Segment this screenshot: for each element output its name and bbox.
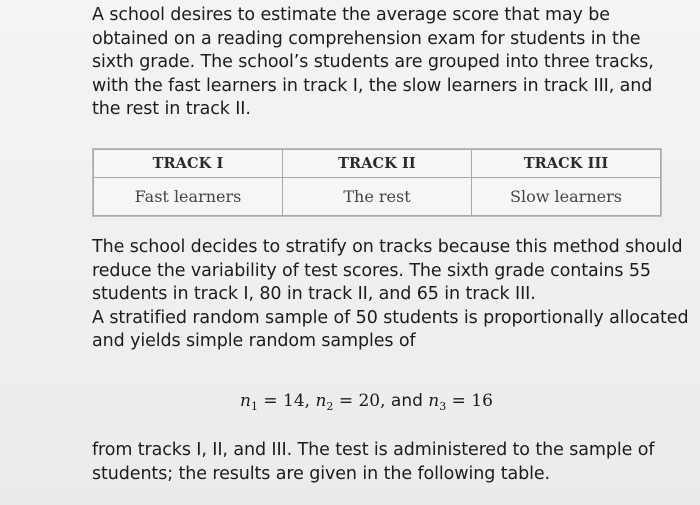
track-1-description: Fast learners [94, 178, 283, 216]
tracks-table [93, 149, 661, 216]
header-track-2: TRACK II [283, 150, 472, 178]
closing-paragraph: from tracks I, II, and III. The test is administered to the sample of students; the results are given in the following table. [92, 440, 655, 484]
n2-variable: n [315, 391, 327, 411]
formula-conjunction: and [390, 391, 423, 411]
n1-variable: n [240, 391, 251, 411]
n3-variable: n [428, 391, 440, 411]
stratify-paragraph: The school decides to stratify on tracks because this method should reduce the variability of test scores. The sixth grade contains 55 students in track I, 80 in track II, and 65 in track III. [92, 237, 683, 304]
tracks-description-row [94, 178, 661, 216]
tracks-header-row [94, 150, 661, 178]
track-3-description: Slow learners [472, 178, 661, 216]
n3-subscript: 3 [439, 400, 447, 413]
n3-value: = 16 [451, 391, 493, 411]
sample-size-formula [240, 391, 493, 411]
header-track-1: TRACK I [94, 150, 283, 178]
sample-paragraph: A stratified random sample of 50 students is proportionally allocated and yields simple random samples of [92, 307, 689, 351]
track-2-description: The rest [283, 178, 472, 216]
n2-subscript: 2 [326, 400, 334, 413]
n1-subscript: 1 [250, 400, 258, 413]
intro-paragraph: A school desires to estimate the average score that may be obtained on a reading comprehension exam for students in the sixth grade. The school’s students are grouped into three tracks, with the fast learners in track I, the slow learners in track III, and the rest in track II. [92, 5, 654, 119]
n2-value: = 20, [338, 391, 386, 411]
header-track-3: TRACK III [472, 150, 661, 178]
stratify-section [92, 236, 692, 354]
n1-value: = 14, [263, 391, 311, 411]
